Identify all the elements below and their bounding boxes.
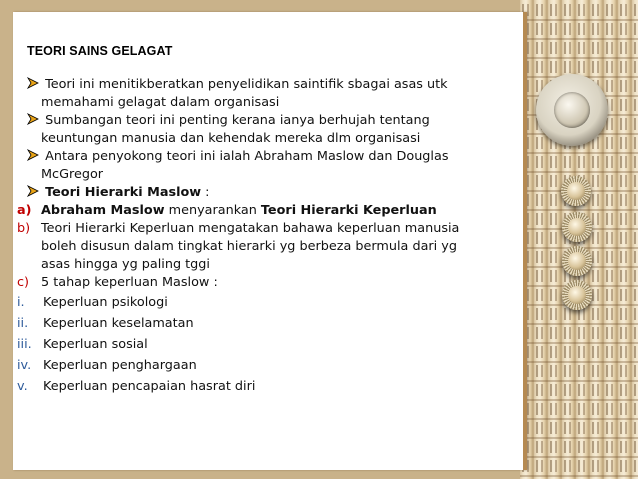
maslow-heading	[27, 184, 210, 202]
tile-divider	[520, 38, 638, 40]
item-a-mid: menyarankan	[164, 203, 261, 218]
tile-row	[520, 61, 638, 73]
level-text: Keperluan sosial	[43, 337, 148, 352]
rotary-dial-icon	[536, 74, 608, 146]
tile-divider	[520, 171, 638, 173]
tile-row	[520, 384, 638, 396]
bullet-item	[27, 76, 448, 94]
level-numeral: iii.	[17, 337, 32, 352]
control-knob-icon	[562, 212, 592, 242]
level-numeral: v.	[17, 379, 28, 394]
arrowhead-bullet-icon	[27, 113, 41, 125]
tile-row	[520, 346, 638, 358]
tile-row	[520, 441, 638, 453]
item-c-text: 5 tahap keperluan Maslow :	[41, 275, 218, 290]
tile-divider	[520, 361, 638, 363]
control-knob-icon	[561, 176, 591, 206]
tile-row	[520, 4, 638, 16]
tile-row	[520, 23, 638, 35]
item-a	[17, 202, 437, 220]
control-knob-icon	[562, 280, 592, 310]
tile-divider	[520, 418, 638, 420]
bullet-text: Teori ini menitikberatkan penyelidikan saintifik sbagai asas utk	[45, 77, 448, 92]
tile-row	[520, 365, 638, 377]
bullet-text: Sumbangan teori ini penting kerana ianya berhujah tentang	[45, 113, 430, 128]
bullet-text-cont: memahami gelagat dalam organisasi	[41, 95, 280, 110]
tile-divider	[520, 209, 638, 211]
item-a-bold2: Teori Hierarki Keperluan	[260, 203, 437, 218]
item-b-text: Teori Hierarki Keperluan mengatakan bahawa keperluan manusia	[41, 221, 460, 236]
level-item	[17, 336, 148, 354]
content-box	[13, 12, 527, 470]
arrowhead-bullet-icon	[27, 77, 41, 89]
level-item	[17, 378, 255, 396]
bullet-text-cont: keuntungan manusia dan kehendak mereka dlm organisasi	[41, 131, 421, 146]
item-label: c)	[17, 275, 30, 290]
level-numeral: i.	[17, 295, 25, 310]
level-item	[17, 357, 197, 375]
dial-center	[554, 92, 590, 128]
level-item	[17, 294, 168, 312]
arrowhead-bullet-icon	[27, 149, 41, 161]
level-numeral: ii.	[17, 316, 29, 331]
tile-divider	[520, 57, 638, 59]
tile-divider	[520, 342, 638, 344]
item-b-text-cont: asas hingga yg paling tggi	[41, 257, 210, 272]
tile-row	[520, 42, 638, 54]
arrowhead-bullet-icon	[27, 185, 41, 197]
slide-title: TEORI SAINS GELAGAT	[27, 44, 173, 58]
bullet-item	[27, 112, 430, 130]
item-c	[17, 274, 218, 292]
level-text: Keperluan pencapaian hasrat diri	[43, 379, 256, 394]
level-text: Keperluan psikologi	[43, 295, 168, 310]
level-item	[17, 315, 194, 333]
item-label: b)	[17, 221, 31, 236]
tile-divider	[520, 380, 638, 382]
item-b-text-cont: boleh disusun dalam tingkat hierarki yg berbeza bermula dari yg	[41, 239, 457, 254]
item-b	[17, 220, 459, 238]
level-text: Keperluan keselamatan	[43, 316, 194, 331]
bullet-text: Antara penyokong teori ini ialah Abraham Maslow dan Douglas	[45, 149, 449, 164]
tile-divider	[520, 152, 638, 154]
bullet-item	[27, 148, 449, 166]
maslow-heading-rest: :	[201, 185, 210, 200]
tile-divider	[520, 475, 638, 477]
maslow-heading-bold: Teori Hierarki Maslow	[45, 185, 202, 200]
item-label: a)	[17, 203, 32, 218]
tile-row	[520, 327, 638, 339]
level-numeral: iv.	[17, 358, 32, 373]
item-a-bold1: Abraham Maslow	[41, 203, 165, 218]
tile-row	[520, 403, 638, 415]
tile-divider	[520, 456, 638, 458]
bullet-text-cont: McGregor	[41, 167, 104, 182]
tile-divider	[520, 437, 638, 439]
tile-divider	[520, 323, 638, 325]
tile-row	[520, 460, 638, 472]
tile-row	[520, 156, 638, 168]
tile-divider	[520, 19, 638, 21]
tile-row	[520, 422, 638, 434]
level-text: Keperluan penghargaan	[43, 358, 197, 373]
control-knob-icon	[562, 246, 592, 276]
tile-divider	[520, 399, 638, 401]
